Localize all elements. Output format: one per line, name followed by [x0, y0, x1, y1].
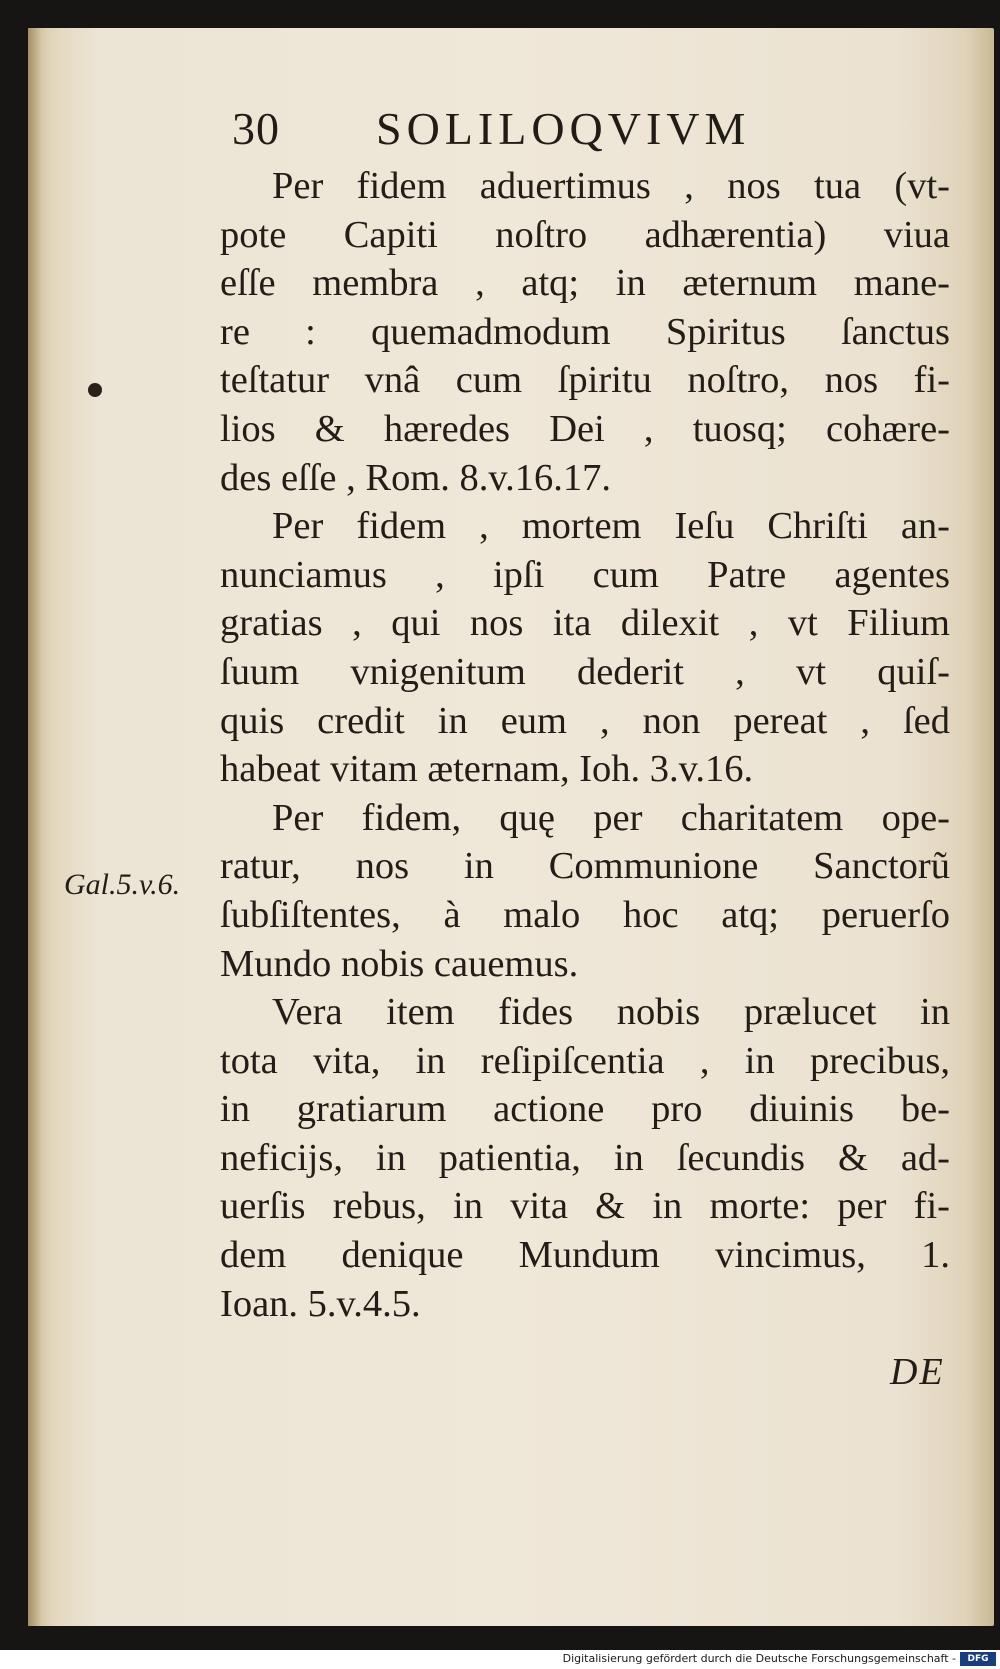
footer-credit: Digitalisierung gefördert durch die Deutsche Forschungsgemeinschaft -	[562, 1652, 956, 1665]
text-line: teſtatur vnâ cum ſpiritu noſtro, nos fi-	[220, 359, 950, 402]
text-line: ſubſiſtentes, à malo hoc atq; peruerſo	[220, 893, 950, 936]
text-line: pote Capiti noſtro adhærentia) viua	[220, 213, 950, 256]
text-line: ſuum vnigenitum dederit , vt quiſ-	[220, 650, 950, 693]
text-line: Mundo nobis cauemus.	[220, 942, 579, 985]
page-header	[0, 100, 1000, 160]
page-number: 30	[232, 103, 280, 154]
dfg-logo: DFG	[960, 1652, 996, 1666]
text-line: eſſe membra , atq; in æternum mane-	[220, 262, 950, 305]
text-line: nunciamus , ipſi cum Patre agentes	[220, 553, 950, 596]
text-line: Ioan. 5.v.4.5.	[220, 1282, 421, 1325]
text-line: lios & hæredes Dei , tuosq; cohære-	[220, 407, 950, 450]
text-line: re : quemadmodum Spiritus ſanctus	[220, 310, 950, 353]
text-line: Per fidem , mortem Ieſu Chriſti an-	[272, 505, 950, 548]
text-line: uerſis rebus, in vita & in morte: per fi-	[220, 1185, 950, 1228]
text-line: quis credit in eum , non pereat , ſed	[220, 699, 950, 742]
text-line: Per fidem aduertimus , nos tua (vt-	[272, 165, 950, 207]
text-line: tota vita, in reſipiſcentia , in precibus,	[220, 1039, 950, 1082]
text-line: habeat vitam æternam, Ioh. 3.v.16.	[220, 748, 754, 791]
text-line: des eſſe , Rom. 8.v.16.17.	[220, 456, 612, 499]
catchword: DE	[890, 1351, 945, 1393]
text-line: gratias , qui nos ita dilexit , vt Filium	[220, 602, 950, 645]
text-line: in gratiarum actione pro diuinis be-	[220, 1088, 950, 1131]
text-line: neficijs, in patientia, in ſecundis & ad-	[220, 1136, 950, 1179]
text-line: ratur, nos in Communione Sanctorũ	[220, 845, 950, 888]
running-title: SOLILOQVIVM	[376, 103, 751, 154]
text-line: Per fidem, quę per charitatem ope-	[272, 796, 950, 839]
page-gutter	[28, 28, 42, 1626]
text-line: Vera item fides nobis prælucet in	[272, 991, 950, 1034]
ink-dot-mark	[88, 383, 102, 397]
margin-note: Gal.5.v.6.	[64, 868, 181, 901]
text-line: dem denique Mundum vincimus, 1.	[220, 1234, 950, 1277]
body-text	[220, 162, 950, 1328]
